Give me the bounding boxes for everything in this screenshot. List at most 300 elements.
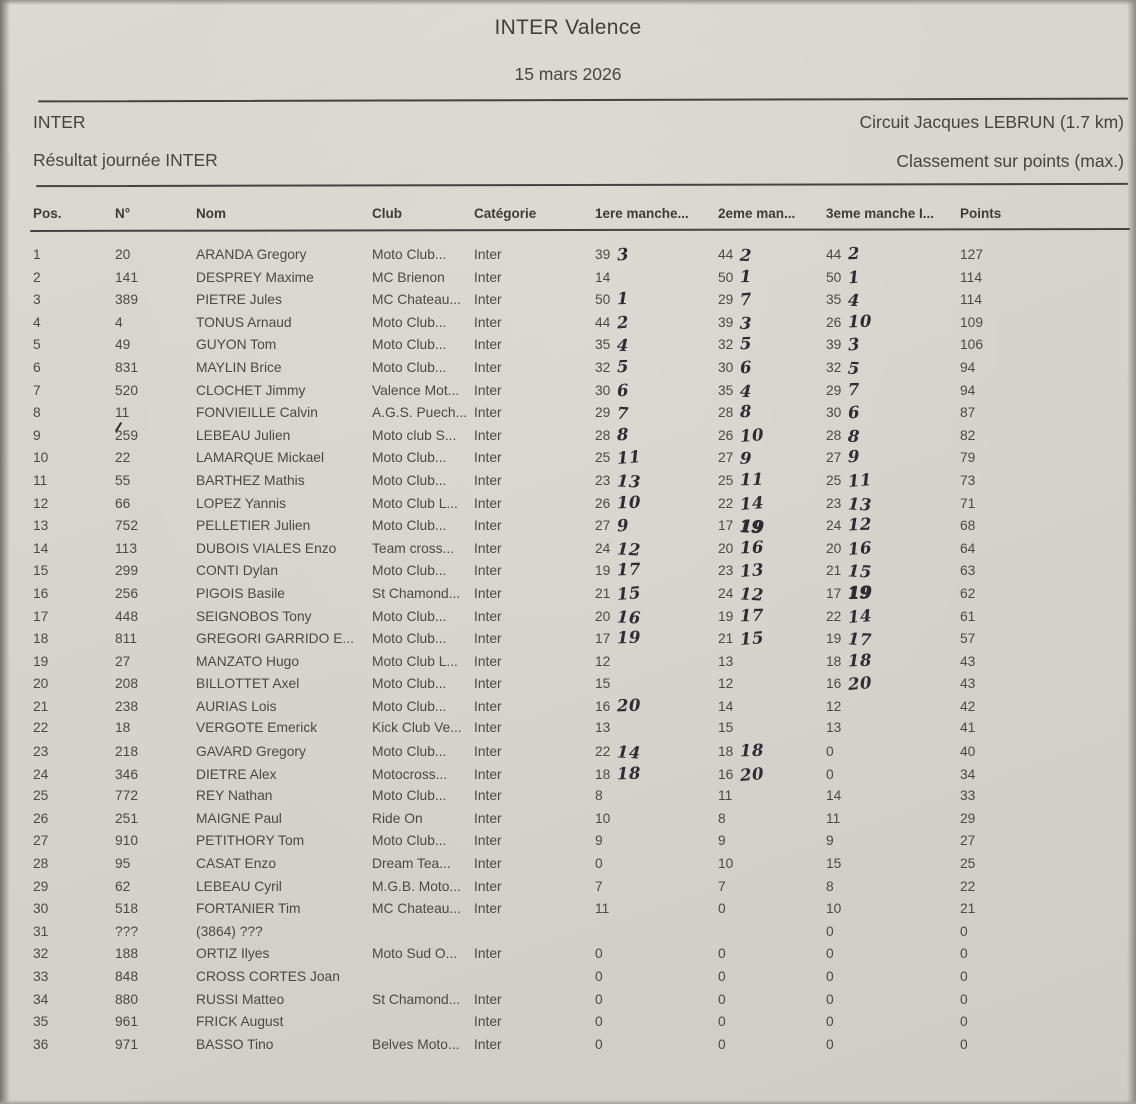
manche2	[718, 699, 826, 714]
manche1	[595, 720, 718, 735]
manche1-score: 7	[595, 878, 603, 894]
points-total: 94	[960, 382, 976, 398]
table-row	[0, 763, 1136, 789]
manche3-handwritten-rank: 14	[847, 605, 874, 627]
manche3	[826, 493, 960, 515]
table-row	[0, 788, 1136, 811]
header-name: Nom	[196, 206, 226, 221]
manche2-score: 9	[718, 833, 726, 849]
rider-category: Inter	[474, 518, 502, 534]
rider-number	[115, 541, 196, 556]
manche3-score: 15	[826, 856, 842, 872]
manche2	[718, 492, 826, 514]
rider-club: Moto Club...	[372, 450, 447, 466]
table-row	[0, 559, 1136, 585]
manche1-handwritten-rank: 14	[616, 742, 642, 763]
manche1-score: 0	[595, 969, 603, 984]
rider-category: Inter	[474, 495, 502, 511]
manche3-score: 14	[826, 788, 842, 804]
rider-club: Moto Club...	[372, 518, 447, 534]
manche1	[595, 1037, 718, 1052]
manche1-score: 28	[595, 427, 611, 443]
row-position: 19	[33, 653, 49, 669]
rider-club: St Chamond...	[372, 585, 461, 601]
table-row	[0, 740, 1136, 766]
manche2	[718, 811, 826, 826]
rider-name: PELLETIER Julien	[196, 518, 311, 534]
rider-number	[115, 811, 196, 826]
manche1-handwritten-rank: 6	[616, 380, 631, 401]
points-total: 29	[960, 810, 976, 826]
table-row	[0, 924, 1136, 947]
manche3-score: 23	[826, 495, 842, 511]
manche1	[595, 811, 718, 826]
points-total: 0	[960, 946, 968, 962]
rider-number	[115, 744, 196, 759]
manche2-score: 22	[718, 495, 734, 511]
table-row	[0, 675, 1136, 698]
manche2-score: 19	[718, 608, 734, 624]
manche3	[826, 582, 960, 603]
manche3-score: 19	[826, 631, 842, 647]
row-position: 13	[33, 518, 49, 534]
rider-name: SEIGNOBOS Tony	[196, 608, 312, 624]
rider-number	[115, 609, 196, 624]
rider-number	[115, 767, 196, 782]
manche3	[826, 650, 960, 671]
manche3	[826, 901, 960, 916]
manche1	[595, 946, 718, 961]
rider-number-value: 299	[115, 563, 139, 579]
rider-category: Inter	[474, 631, 502, 647]
table-row	[0, 901, 1136, 924]
manche1-score: 8	[595, 788, 603, 804]
rider-number	[115, 720, 196, 735]
points-total: 127	[960, 247, 984, 262]
manche1	[595, 270, 718, 285]
manche3-handwritten-rank: 17	[847, 629, 873, 650]
manche3-score: 11	[826, 810, 841, 826]
rider-number	[115, 496, 196, 511]
manche3-score: 26	[826, 314, 842, 330]
manche2-handwritten-rank: 20	[739, 763, 766, 785]
manche1-score: 0	[595, 1014, 603, 1030]
manche2	[718, 992, 826, 1007]
manche1	[595, 606, 718, 628]
manche1-handwritten-rank: 4	[616, 336, 630, 356]
manche2	[718, 676, 826, 691]
table-row	[0, 492, 1136, 518]
rider-category: Inter	[474, 427, 502, 443]
divider-middle	[36, 183, 1128, 187]
row-position: 5	[33, 337, 41, 353]
rider-number-value: 141	[115, 269, 139, 285]
rider-number	[115, 270, 196, 285]
manche2	[718, 401, 826, 422]
rider-number	[115, 292, 196, 307]
rider-club: Moto Club...	[372, 698, 447, 714]
rider-number	[115, 563, 196, 578]
rider-number	[115, 428, 196, 443]
manche3	[826, 879, 960, 894]
row-position: 35	[33, 1014, 49, 1030]
table-row	[0, 537, 1136, 563]
rider-number-value: 208	[115, 676, 139, 692]
points-total: 94	[960, 359, 976, 375]
manche2-score: 28	[718, 405, 734, 421]
manche2-handwritten-rank: 14	[739, 492, 766, 514]
table-row	[0, 833, 1136, 856]
rider-category: Inter	[474, 247, 502, 262]
manche3-score: 29	[826, 382, 842, 398]
rider-category: Inter	[474, 856, 502, 872]
manche3	[826, 269, 960, 286]
manche2-score: 15	[718, 720, 734, 736]
manche3-score: 0	[826, 946, 834, 962]
row-position: 36	[33, 1036, 49, 1052]
results-table-body	[0, 243, 1136, 1059]
rider-category: Inter	[474, 450, 502, 466]
rider-number-value: 20	[115, 247, 131, 262]
rider-number	[115, 473, 196, 488]
manche2-score: 20	[718, 540, 734, 556]
manche2	[718, 291, 826, 308]
table-row	[0, 720, 1136, 743]
row-position: 15	[33, 563, 49, 579]
manche2-score: 17	[718, 518, 734, 534]
rider-club: M.G.B. Moto...	[372, 878, 461, 894]
rider-number	[115, 1014, 196, 1029]
manche2-handwritten-rank: 6	[739, 357, 754, 378]
rider-name: BASSO Tino	[196, 1036, 274, 1052]
rider-name: BARTHEZ Mathis	[196, 472, 305, 488]
rider-number	[115, 856, 196, 871]
rider-club: St Chamond...	[372, 991, 461, 1007]
manche3-handwritten-rank: 1	[847, 267, 862, 288]
manche1-score: 29	[595, 405, 611, 421]
header-points: Points	[960, 206, 1002, 221]
manche2-handwritten-rank: 19	[739, 516, 765, 537]
rider-number-value: 113	[115, 540, 137, 556]
table-row	[0, 811, 1136, 834]
rider-club: Kick Club Ve...	[372, 720, 462, 736]
points-total: 79	[960, 450, 976, 466]
rider-name: PIETRE Jules	[196, 292, 282, 308]
manche3	[826, 514, 960, 535]
manche2-score: 29	[718, 292, 734, 308]
points-total: 0	[960, 1036, 968, 1052]
manche1-handwritten-rank: 16	[616, 606, 642, 628]
row-position: 6	[33, 359, 41, 375]
rider-category: Inter	[474, 698, 502, 714]
manche3	[826, 720, 960, 735]
header-manche3: 3eme manche I...	[826, 206, 935, 221]
manche1	[595, 833, 718, 848]
table-header	[0, 206, 1136, 221]
rider-number	[115, 315, 196, 330]
manche3-score: 0	[826, 766, 834, 782]
manche2-score: 18	[718, 744, 734, 760]
manche3	[826, 1014, 960, 1029]
manche2	[718, 628, 826, 650]
row-position: 18	[33, 631, 49, 647]
points-total: 64	[960, 540, 976, 556]
points-total: 114	[960, 269, 982, 285]
manche1-score: 12	[595, 653, 611, 669]
rider-number	[115, 924, 196, 939]
manche2	[718, 336, 826, 353]
rider-number	[115, 450, 196, 465]
ranking-mode-label: Classement sur points (max.)	[896, 151, 1124, 171]
manche1	[595, 424, 718, 444]
manche2	[718, 584, 826, 605]
manche3-score: 39	[826, 337, 842, 353]
manche2-handwritten-rank: 10	[739, 424, 766, 446]
row-position: 4	[33, 314, 41, 330]
manche2	[718, 1037, 826, 1052]
manche1	[595, 856, 718, 871]
rider-club: A.G.S. Puech...	[372, 405, 468, 421]
rider-club: Moto Club L...	[372, 653, 458, 669]
rider-category: Inter	[474, 1036, 502, 1052]
rider-club: Moto Club...	[372, 608, 447, 624]
manche3-score: 44	[826, 247, 842, 262]
rider-number-value: 218	[115, 744, 139, 760]
manche2	[718, 901, 826, 916]
rider-number-value: 256	[115, 585, 139, 601]
rider-number	[115, 631, 196, 646]
manche3-score: 25	[826, 472, 842, 488]
manche2-score: 16	[718, 766, 734, 782]
manche2-handwritten-rank: 3	[739, 313, 753, 334]
manche1-score: 0	[595, 991, 603, 1007]
manche3	[826, 1037, 960, 1052]
row-position: 20	[33, 676, 49, 692]
manche1-score: 22	[595, 744, 611, 760]
rider-number	[115, 879, 196, 894]
row-position: 3	[33, 292, 41, 308]
manche2	[718, 833, 826, 848]
manche2-handwritten-rank: 13	[739, 560, 766, 582]
rider-category: Inter	[474, 788, 502, 804]
rider-number-value: 11	[115, 405, 130, 421]
rider-club: Moto Club...	[372, 744, 447, 760]
manche1-score: 9	[595, 833, 603, 849]
manche2-handwritten-rank: 1	[740, 266, 753, 286]
manche1-score: 39	[595, 247, 611, 262]
points-total: 82	[960, 427, 976, 443]
manche3	[826, 358, 960, 379]
rider-category: Inter	[474, 810, 502, 826]
rider-club: Dream Tea...	[372, 856, 451, 872]
manche3-handwritten-rank: 15	[847, 561, 873, 582]
manche3-score: 12	[826, 698, 842, 714]
manche3-handwritten-rank: 18	[848, 650, 873, 671]
manche2	[718, 605, 826, 625]
rider-number	[115, 992, 196, 1007]
manche3-handwritten-rank: 8	[847, 426, 861, 447]
manche2	[718, 763, 826, 785]
manche3-handwritten-rank: 5	[847, 358, 861, 379]
rider-category: Inter	[474, 901, 502, 917]
manche1-handwritten-rank: 2	[616, 312, 631, 333]
row-position: 17	[33, 608, 49, 624]
row-position: 31	[33, 923, 49, 939]
manche1	[595, 559, 718, 580]
manche1-score: 14	[595, 269, 611, 285]
rider-number-value: 251	[115, 810, 139, 826]
table-row	[0, 856, 1136, 879]
rider-category: Inter	[474, 382, 502, 398]
manche1	[595, 901, 718, 916]
row-position: 23	[33, 744, 49, 760]
manche1-score: 19	[595, 563, 611, 579]
manche2-score: 0	[718, 901, 726, 917]
manche3-score: 9	[826, 833, 834, 849]
table-row	[0, 605, 1136, 631]
manche1	[595, 314, 718, 331]
manche2	[718, 879, 826, 894]
rider-number-value: 62	[115, 878, 131, 894]
manche3-score: 28	[826, 427, 842, 443]
manche3	[826, 924, 960, 939]
points-total: 0	[960, 923, 968, 939]
table-row	[0, 288, 1136, 314]
table-row	[0, 879, 1136, 902]
manche1	[595, 627, 718, 648]
manche2	[718, 266, 826, 286]
rider-name: LEBEAU Cyril	[196, 878, 282, 894]
rider-name: CONTI Dylan	[196, 563, 279, 579]
rider-number-value: 4	[115, 314, 123, 330]
manche3	[826, 992, 960, 1007]
manche2-score: 0	[718, 1014, 726, 1030]
row-position: 27	[33, 833, 49, 849]
manche2	[718, 740, 826, 761]
rider-club: MC Brienon	[372, 269, 445, 285]
points-total: 57	[960, 631, 976, 647]
manche2-score: 8	[718, 810, 726, 826]
rider-number-value: 971	[115, 1036, 139, 1052]
points-total: 0	[960, 1014, 968, 1030]
manche2-handwritten-rank: 2	[739, 245, 753, 266]
manche2	[718, 245, 826, 266]
manche2	[718, 313, 826, 334]
manche3	[826, 605, 960, 627]
rider-number	[115, 247, 196, 262]
rider-name: CASAT Enzo	[196, 856, 277, 872]
rider-club: Moto Club...	[372, 359, 447, 375]
points-total: 109	[960, 314, 984, 330]
manche3	[826, 788, 960, 803]
manche1	[595, 992, 718, 1007]
row-position: 16	[33, 585, 49, 601]
manche1	[595, 879, 718, 894]
manche3-score: 24	[826, 518, 842, 534]
manche2-score: 0	[718, 1036, 726, 1052]
rider-category: Inter	[474, 314, 502, 330]
row-position: 12	[33, 495, 49, 511]
manche2-score: 11	[718, 788, 733, 804]
header-manche2: 2eme man...	[718, 206, 796, 221]
manche1	[595, 471, 718, 492]
manche3	[826, 673, 960, 695]
table-row	[0, 311, 1136, 337]
points-total: 41	[960, 720, 976, 736]
manche1-score: 0	[595, 856, 603, 872]
rider-category: Inter	[474, 585, 502, 601]
rider-number	[115, 901, 196, 916]
manche1	[595, 654, 718, 669]
rider-name: ORTIZ Ilyes	[196, 946, 270, 962]
manche2-score: 44	[718, 247, 734, 262]
manche1-handwritten-rank: 8	[617, 424, 630, 444]
rider-number-value: 49	[115, 337, 131, 353]
header-category: Catégorie	[474, 206, 537, 221]
rider-category: Inter	[474, 563, 502, 579]
rider-name: RUSSI Matteo	[196, 991, 285, 1007]
rider-category: Inter	[474, 744, 502, 760]
rider-category: Inter	[474, 1014, 502, 1030]
rider-category: Inter	[474, 991, 502, 1007]
header-underline	[30, 228, 1130, 232]
rider-number-value: 752	[115, 518, 139, 534]
points-total: 33	[960, 788, 976, 804]
manche3-handwritten-rank: 9	[848, 447, 861, 467]
manche3	[826, 561, 960, 582]
points-total: 25	[960, 856, 976, 872]
table-row	[0, 946, 1136, 969]
manche2	[718, 788, 826, 803]
rider-number	[115, 337, 196, 352]
manche2-score: 14	[718, 698, 734, 714]
manche2-score: 0	[718, 946, 726, 962]
manche3-score: 30	[826, 405, 842, 421]
table-row	[0, 627, 1136, 653]
manche3-handwritten-rank: 11	[847, 469, 874, 491]
manche1-handwritten-rank: 13	[616, 471, 642, 492]
manche3-score: 32	[826, 359, 842, 375]
manche1-handwritten-rank: 10	[617, 492, 642, 512]
event-title: INTER Valence	[494, 16, 642, 39]
table-row	[0, 356, 1136, 382]
points-total: 73	[960, 472, 976, 488]
manche1	[595, 382, 718, 399]
rider-category: Inter	[474, 653, 502, 669]
points-total: 40	[960, 744, 976, 760]
manche3-score: 50	[826, 269, 842, 285]
manche1	[595, 336, 718, 356]
manche1-score: 50	[595, 292, 611, 308]
manche1-score: 30	[595, 382, 611, 398]
table-row	[0, 582, 1136, 608]
manche2-score: 21	[718, 631, 734, 647]
rider-club: Moto Club...	[372, 563, 447, 579]
rider-number	[115, 586, 196, 601]
manche3	[826, 336, 960, 353]
manche3	[826, 449, 960, 466]
rider-club: Moto Club...	[372, 314, 447, 330]
manche3-score: 10	[826, 901, 842, 917]
manche3-score: 13	[826, 720, 842, 736]
manche2	[718, 516, 826, 537]
manche1	[595, 788, 718, 803]
header-pos: Pos.	[33, 206, 62, 221]
rider-name: TONUS Arnaud	[196, 314, 292, 330]
rider-club: Moto Club...	[372, 833, 447, 849]
rider-club: MC Chateau...	[372, 292, 461, 308]
manche2-handwritten-rank: 4	[739, 381, 753, 401]
